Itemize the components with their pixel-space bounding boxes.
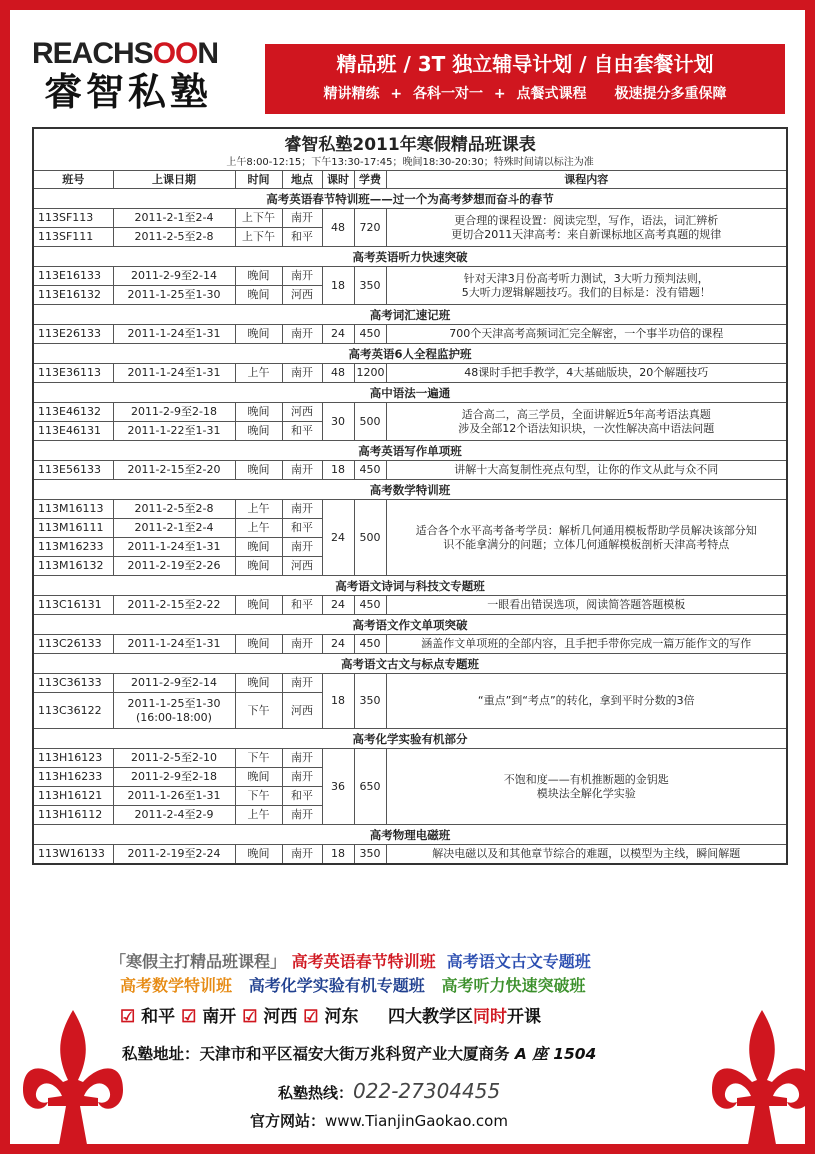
class-content: 更合理的课程设置：阅读完型，写作，语法，词汇辨析 更切合2011天津高考：来自新课标地区高考真题的规律 — [386, 209, 787, 247]
address-tail: A 座 1504 — [514, 1045, 597, 1063]
class-fee: 450 — [354, 635, 386, 654]
class-place: 南开 — [282, 461, 322, 480]
class-hours: 24 — [322, 596, 354, 615]
section-row — [33, 615, 787, 635]
class-place: 南开 — [282, 500, 322, 519]
class-fee: 450 — [354, 596, 386, 615]
banner-main-text: 精品班 / 3T 独立辅导计划 / 自由套餐计划 — [336, 52, 714, 76]
areas-tail-c: 开课 — [507, 1007, 542, 1027]
promo-intro: 「寒假主打精品班课程」 — [110, 952, 287, 971]
col-header-place: 地点 — [282, 171, 322, 189]
class-time: 晚间 — [235, 557, 282, 576]
area-hedong: 河东 — [324, 1007, 359, 1027]
class-date: 2011-2-5至2-10 — [113, 749, 235, 768]
class-time: 上午 — [235, 519, 282, 538]
class-code: 113C26133 — [33, 635, 113, 654]
class-code: 113M16111 — [33, 519, 113, 538]
class-date: 2011-2-1至2-4 — [113, 519, 235, 538]
area-heping: 和平 — [141, 1007, 176, 1027]
class-code: 113E46132 — [33, 403, 113, 422]
class-date: 2011-1-22至1-31 — [113, 422, 235, 441]
col-header-date: 上课日期 — [113, 171, 235, 189]
table-row — [33, 500, 787, 519]
website-url[interactable]: www.TianjinGaokao.com — [325, 1112, 508, 1130]
class-hours: 36 — [322, 749, 354, 825]
poster-page — [10, 10, 805, 1144]
class-place: 南开 — [282, 325, 322, 344]
class-date: 2011-2-19至2-26 — [113, 557, 235, 576]
section-row — [33, 480, 787, 500]
table-row — [33, 674, 787, 693]
class-time: 上下午 — [235, 228, 282, 247]
class-date: 2011-1-24至1-31 — [113, 325, 235, 344]
class-hours: 24 — [322, 325, 354, 344]
class-content: 适合各个水平高考备考学员：解析几何通用模板帮助学员解决该部分知 识不能拿满分的问题；立体几何通解模板剖析天津高考特点 — [386, 500, 787, 576]
class-time: 晚间 — [235, 422, 282, 441]
class-date: 2011-1-24至1-31 — [113, 364, 235, 383]
header-banner — [265, 44, 785, 114]
website-label: 官方网站： — [250, 1112, 326, 1130]
class-place: 和平 — [282, 596, 322, 615]
class-fee: 650 — [354, 749, 386, 825]
class-place: 南开 — [282, 845, 322, 864]
class-code: 113E26133 — [33, 325, 113, 344]
class-code: 113M16233 — [33, 538, 113, 557]
class-hours: 48 — [322, 209, 354, 247]
class-content: 700个天津高考高频词汇完全解密，一个事半功倍的课程 — [386, 325, 787, 344]
class-date: 2011-2-15至2-22 — [113, 596, 235, 615]
checkbox-icon: ☑ — [303, 1007, 319, 1027]
table-row — [33, 749, 787, 768]
class-time: 下午 — [235, 693, 282, 729]
section-title: 高考语文诗词与科技文专题班 — [33, 576, 787, 596]
class-code: 113E46131 — [33, 422, 113, 441]
section-title: 高考化学实验有机部分 — [33, 729, 787, 749]
schedule-title: 睿智私塾2011年寒假精品班课表 — [33, 128, 787, 156]
areas-tail-a: 四大教学区 — [388, 1007, 474, 1027]
class-hours: 18 — [322, 845, 354, 864]
class-code: 113E56133 — [33, 461, 113, 480]
table-row — [33, 267, 787, 286]
class-code: 113SF111 — [33, 228, 113, 247]
table-row — [33, 596, 787, 615]
section-row — [33, 576, 787, 596]
class-place: 河西 — [282, 693, 322, 729]
class-fee: 500 — [354, 500, 386, 576]
class-date: 2011-2-9至2-14 — [113, 674, 235, 693]
class-date: 2011-2-1至2-4 — [113, 209, 235, 228]
col-header-code: 班号 — [33, 171, 113, 189]
teaching-areas — [120, 1004, 720, 1030]
logo-english — [32, 38, 242, 70]
class-place: 河西 — [282, 286, 322, 305]
school-hotline — [278, 1078, 598, 1106]
section-row — [33, 729, 787, 749]
section-title: 高考语文作文单项突破 — [33, 615, 787, 635]
schedule-table — [32, 127, 788, 865]
class-time: 晚间 — [235, 596, 282, 615]
class-hours: 48 — [322, 364, 354, 383]
class-code: 113W16133 — [33, 845, 113, 864]
class-date: 2011-2-4至2-9 — [113, 806, 235, 825]
class-code: 113M16132 — [33, 557, 113, 576]
logo-en-part-3: N — [197, 37, 219, 70]
section-row — [33, 654, 787, 674]
class-time: 晚间 — [235, 538, 282, 557]
class-place: 和平 — [282, 519, 322, 538]
section-row — [33, 383, 787, 403]
school-address — [122, 1042, 722, 1066]
checkbox-icon: ☑ — [242, 1007, 258, 1027]
section-row — [33, 305, 787, 325]
class-place: 南开 — [282, 749, 322, 768]
class-code: 113C16131 — [33, 596, 113, 615]
class-time: 晚间 — [235, 635, 282, 654]
class-time: 下午 — [235, 787, 282, 806]
class-code: 113H16123 — [33, 749, 113, 768]
class-date: 2011-1-26至1-31 — [113, 787, 235, 806]
class-content: 涵盖作文单项班的全部内容，且手把手带你完成一篇万能作文的写作 — [386, 635, 787, 654]
logo-en-part-1: REACHS — [32, 37, 153, 70]
section-row — [33, 189, 787, 209]
class-hours: 24 — [322, 500, 354, 576]
class-date: 2011-1-24至1-31 — [113, 538, 235, 557]
class-hours: 24 — [322, 635, 354, 654]
class-place: 南开 — [282, 267, 322, 286]
promo-course-math: 高考数学特训班 — [120, 976, 233, 995]
class-place: 南开 — [282, 209, 322, 228]
class-time: 晚间 — [235, 674, 282, 693]
hotline-label: 私塾热线： — [278, 1084, 354, 1102]
class-time: 上午 — [235, 500, 282, 519]
table-row — [33, 461, 787, 480]
section-row — [33, 441, 787, 461]
class-code: 113C36133 — [33, 674, 113, 693]
class-date: 2011-1-24至1-31 — [113, 635, 235, 654]
class-time: 上午 — [235, 364, 282, 383]
address-label: 私塾地址：天津市和平区福安大街万兆科贸产业大厦商务 — [122, 1045, 515, 1063]
class-fee: 500 — [354, 403, 386, 441]
class-code: 113H16121 — [33, 787, 113, 806]
section-title: 高考英语春节特训班——过一个为高考梦想而奋斗的春节 — [33, 189, 787, 209]
class-place: 南开 — [282, 364, 322, 383]
fleur-de-lis-icon — [18, 1010, 128, 1150]
class-date: 2011-2-9至2-18 — [113, 403, 235, 422]
promo-course-english: 高考英语春节特训班 — [291, 952, 436, 971]
class-time: 晚间 — [235, 403, 282, 422]
section-title: 高考语文古文与标点专题班 — [33, 654, 787, 674]
section-row — [33, 344, 787, 364]
class-code: 113C36122 — [33, 693, 113, 729]
class-time: 上下午 — [235, 209, 282, 228]
section-row — [33, 247, 787, 267]
class-hours: 18 — [322, 674, 354, 729]
fleur-de-lis-icon — [707, 1010, 815, 1150]
class-place: 南开 — [282, 768, 322, 787]
area-nankai: 南开 — [202, 1007, 237, 1027]
class-time: 晚间 — [235, 461, 282, 480]
class-time: 晚间 — [235, 267, 282, 286]
col-header-content: 课程内容 — [386, 171, 787, 189]
class-place: 和平 — [282, 228, 322, 247]
class-date: 2011-2-19至2-24 — [113, 845, 235, 864]
section-title: 高考英语听力快速突破 — [33, 247, 787, 267]
section-title: 高考数学特训班 — [33, 480, 787, 500]
class-time: 晚间 — [235, 325, 282, 344]
table-row — [33, 364, 787, 383]
class-hours: 18 — [322, 461, 354, 480]
class-content: 48课时手把手教学，4大基础版块，20个解题技巧 — [386, 364, 787, 383]
class-time: 晚间 — [235, 768, 282, 787]
class-content: 解决电磁以及和其他章节综合的难题，以模型为主线，瞬间解题 — [386, 845, 787, 864]
class-time: 晚间 — [235, 845, 282, 864]
checkbox-icon: ☑ — [120, 1007, 136, 1027]
class-code: 113SF113 — [33, 209, 113, 228]
col-header-hours: 课时 — [322, 171, 354, 189]
promo-line-2 — [120, 974, 780, 998]
class-place: 南开 — [282, 538, 322, 557]
section-row — [33, 825, 787, 845]
class-time: 下午 — [235, 749, 282, 768]
promo-course-chemistry: 高考化学实验有机专题班 — [248, 976, 425, 995]
class-content: 讲解十大高复制性亮点句型，让你的作文从此与众不同 — [386, 461, 787, 480]
class-code: 113E16133 — [33, 267, 113, 286]
class-fee: 1200 — [354, 364, 386, 383]
class-code: 113H16112 — [33, 806, 113, 825]
reachsoon-logo — [32, 38, 242, 114]
section-title: 高考英语6人全程监护班 — [33, 344, 787, 364]
table-row — [33, 635, 787, 654]
class-code: 113M16113 — [33, 500, 113, 519]
schedule-time-note: 上午8:00-12:15；下午13:30-17:45；晚间18:30-20:30；特殊时间请以标注为准 — [33, 156, 787, 171]
class-place: 南开 — [282, 635, 322, 654]
class-fee: 450 — [354, 325, 386, 344]
school-website — [250, 1110, 610, 1132]
table-row — [33, 845, 787, 864]
class-code: 113E16132 — [33, 286, 113, 305]
class-date: 2011-2-9至2-18 — [113, 768, 235, 787]
class-content: “重点”到“考点”的转化，拿到平时分数的3倍 — [386, 674, 787, 729]
class-date: 2011-1-25至1-30 — [113, 286, 235, 305]
class-fee: 350 — [354, 267, 386, 305]
col-header-fee: 学费 — [354, 171, 386, 189]
banner-sub-text: 精讲精练 + 各科一对一 + 点餐式课程 极速提分多重保障 — [323, 86, 727, 102]
class-place: 河西 — [282, 403, 322, 422]
logo-en-part-2: OO — [152, 37, 198, 70]
section-title: 高考词汇速记班 — [33, 305, 787, 325]
section-title: 高中语法一遍通 — [33, 383, 787, 403]
class-content: 适合高二，高三学员，全面讲解近5年高考语法真题 涉及全部12个语法知识块，一次性解决高中语法问题 — [386, 403, 787, 441]
class-content: 针对天津3月份高考听力测试，3大听力预判法则， 5大听力逻辑解题技巧。我们的目标是：没有错题！ — [386, 267, 787, 305]
class-place: 河西 — [282, 557, 322, 576]
class-hours: 18 — [322, 267, 354, 305]
class-date: 2011-2-9至2-14 — [113, 267, 235, 286]
class-date: 2011-2-5至2-8 — [113, 500, 235, 519]
section-title: 高考英语写作单项班 — [33, 441, 787, 461]
header-row — [33, 171, 787, 189]
promo-course-listening: 高考听力快速突破班 — [441, 976, 586, 995]
class-content: 一眼看出错误选项，阅读简答题答题模板 — [386, 596, 787, 615]
hotline-number: 022-27304455 — [353, 1079, 501, 1103]
section-title: 高考物理电磁班 — [33, 825, 787, 845]
class-place: 南开 — [282, 806, 322, 825]
table-row — [33, 209, 787, 228]
promo-course-chinese: 高考语文古文专题班 — [446, 952, 591, 971]
area-hexi: 河西 — [263, 1007, 298, 1027]
class-code: 113H16233 — [33, 768, 113, 787]
class-code: 113E36113 — [33, 364, 113, 383]
class-fee: 450 — [354, 461, 386, 480]
areas-tail-b: 同时 — [473, 1007, 508, 1027]
class-hours: 30 — [322, 403, 354, 441]
class-time: 上午 — [235, 806, 282, 825]
class-place: 和平 — [282, 422, 322, 441]
class-place: 和平 — [282, 787, 322, 806]
table-row — [33, 325, 787, 344]
class-fee: 720 — [354, 209, 386, 247]
class-place: 南开 — [282, 674, 322, 693]
class-fee: 350 — [354, 674, 386, 729]
class-content: 不饱和度——有机推断题的金钥匙 模块法全解化学实验 — [386, 749, 787, 825]
promo-line-1 — [110, 950, 770, 974]
logo-chinese: 睿智私塾 — [44, 70, 213, 114]
table-row — [33, 403, 787, 422]
col-header-time: 时间 — [235, 171, 282, 189]
class-date: 2011-2-5至2-8 — [113, 228, 235, 247]
class-date: 2011-1-25至1-30 (16:00-18:00) — [113, 693, 235, 729]
class-fee: 350 — [354, 845, 386, 864]
checkbox-icon: ☑ — [181, 1007, 197, 1027]
class-date: 2011-2-15至2-20 — [113, 461, 235, 480]
class-time: 晚间 — [235, 286, 282, 305]
